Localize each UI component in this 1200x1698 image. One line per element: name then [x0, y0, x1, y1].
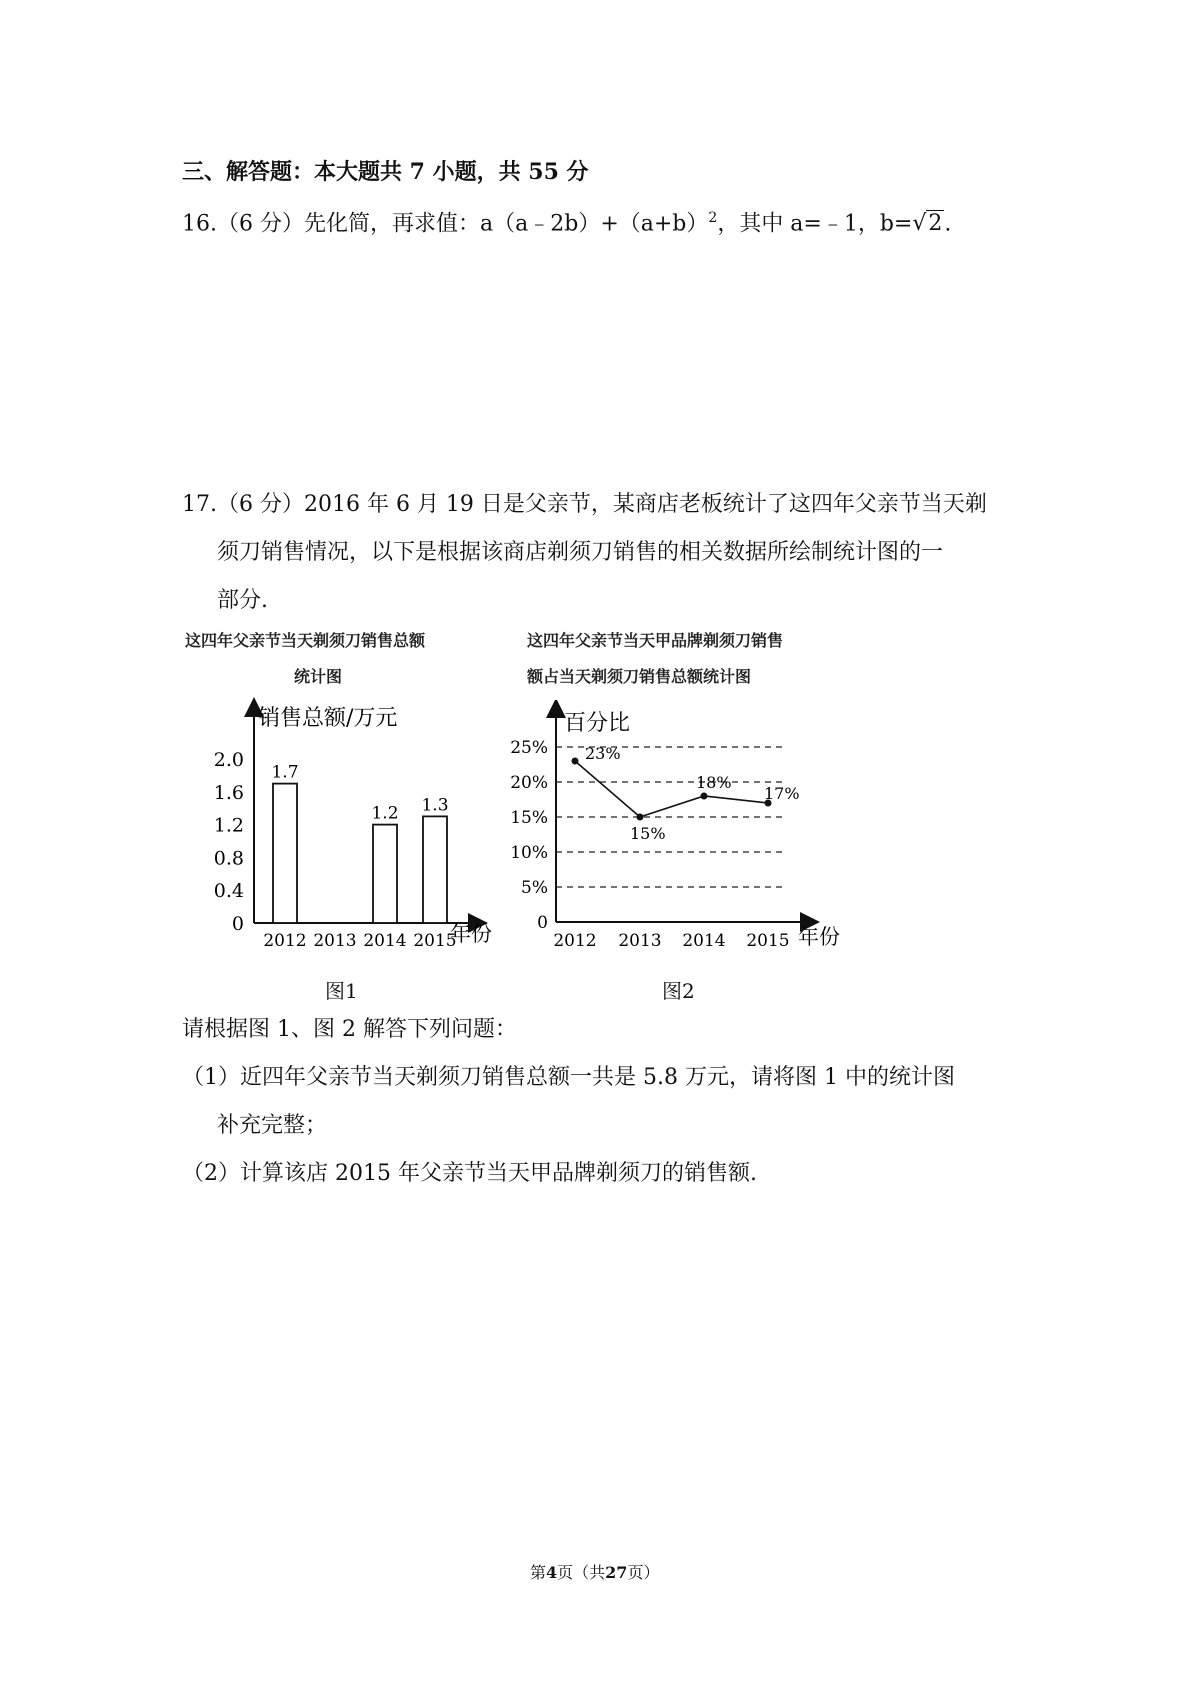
footer-total: 27: [605, 1563, 628, 1582]
chart2-point: [572, 758, 579, 765]
chart2-ytick-label: 20%: [510, 773, 548, 793]
q17-line-2: 须刀销售情况，以下是根据该商店剃须刀销售的相关数据所绘制统计图的一: [217, 540, 944, 565]
chart2-xtick-label: 2015: [746, 931, 790, 951]
q17-sub1-line1: （1）近四年父亲节当天剃须刀销售总额一共是 5.8 万元，请将图 1 中的统计图: [182, 1065, 955, 1090]
q17-instruction: 请根据图 1、图 2 解答下列问题：: [182, 1017, 517, 1042]
q17-line-1: 17.（6 分）2016 年 6 月 19 日是父亲节，某商店老板统计了这四年父亲节当天剃: [182, 492, 987, 517]
chart2-value-label: 23%: [585, 744, 621, 763]
bar-chart-sales-total: [180, 695, 510, 955]
chart2-value-label: 17%: [764, 784, 800, 803]
chart2-xtick-label: 2014: [682, 931, 726, 951]
q17-sub1-line2: 补充完整；: [217, 1113, 328, 1138]
sqrt-symbol: √2: [912, 211, 943, 237]
section-heading: 三、解答题：本大题共 7 小题，共 55 分: [182, 159, 589, 185]
chart1-ytick-label: 0.8: [213, 847, 244, 870]
chart2-value-label: 18%: [696, 773, 732, 792]
question-16: 16.（6 分）先化简，再求值：$a(a﹣2b)+(a+b)^2$，其中 a=﹣1，b=√2.: [182, 203, 951, 239]
q16-points: （6 分）: [217, 211, 304, 237]
chart1-xtick-label: 2014: [363, 931, 407, 951]
chart1-ytick-label: 2.0: [213, 749, 244, 771]
chart2-title-line2: 额占当天剃须刀销售总额统计图: [527, 667, 752, 686]
chart2-ytick-label: 0: [537, 913, 548, 933]
chart1-bar: [273, 784, 297, 923]
q16-text: 先化简，再求值：a（a﹣2b）+（a+b）: [304, 211, 709, 237]
chart2-xlabel: 年份: [798, 925, 840, 949]
q16-condition: ，其中 a=﹣1，b=: [717, 211, 913, 237]
chart1-value-label: 1.7: [271, 762, 299, 783]
chart1-bar: [373, 825, 397, 923]
chart2-series-line: [575, 761, 768, 817]
chart1-xtick-label: 2015: [413, 931, 457, 951]
chart2-title-line1: 这四年父亲节当天甲品牌剃须刀销售: [527, 631, 784, 650]
chart1-ytick-label: 1.2: [213, 814, 244, 837]
chart2-xtick-label: 2012: [553, 931, 597, 951]
chart2-ytick-label: 25%: [510, 738, 548, 758]
chart1-ytick-label: 1.6: [213, 781, 244, 804]
chart2-point: [701, 793, 708, 800]
q17-line-3: 部分.: [217, 588, 268, 613]
chart2-ytick-label: 5%: [521, 878, 548, 898]
chart1-ylabel: 销售总额/万元: [258, 706, 398, 731]
chart2-xtick-label: 2013: [618, 931, 662, 951]
chart1-value-label: 1.2: [371, 803, 399, 824]
chart1-title-line2: 统计图: [294, 667, 343, 686]
q16-number: 16.: [182, 211, 217, 237]
footer-page: 4: [546, 1563, 558, 1582]
chart2-point: [637, 814, 644, 821]
chart2-caption: 图2: [662, 979, 695, 1003]
chart1-xtick-label: 2012: [263, 931, 307, 951]
chart1-ytick-label: 0: [231, 913, 244, 935]
page-footer: 第4页（共27页）: [530, 1563, 660, 1582]
chart1-caption: 图1: [325, 979, 358, 1003]
chart1-xlabel: 年份: [450, 922, 492, 946]
chart1-bar: [423, 816, 447, 923]
chart2-value-label: 15%: [630, 824, 666, 843]
chart2-ytick-label: 10%: [510, 843, 548, 863]
chart2-ytick-label: 15%: [510, 808, 548, 828]
chart1-ytick-label: 0.4: [213, 880, 244, 903]
chart1-title-line1: 这四年父亲节当天剃须刀销售总额: [185, 631, 426, 650]
chart2-ylabel: 百分比: [564, 711, 631, 736]
q16-exponent: 2: [708, 210, 718, 226]
chart1-value-label: 1.3: [421, 795, 449, 816]
chart1-xtick-label: 2013: [313, 931, 357, 951]
q17-sub2: （2）计算该店 2015 年父亲节当天甲品牌剃须刀的销售额.: [182, 1161, 757, 1186]
line-chart-brand-share: [510, 700, 850, 960]
